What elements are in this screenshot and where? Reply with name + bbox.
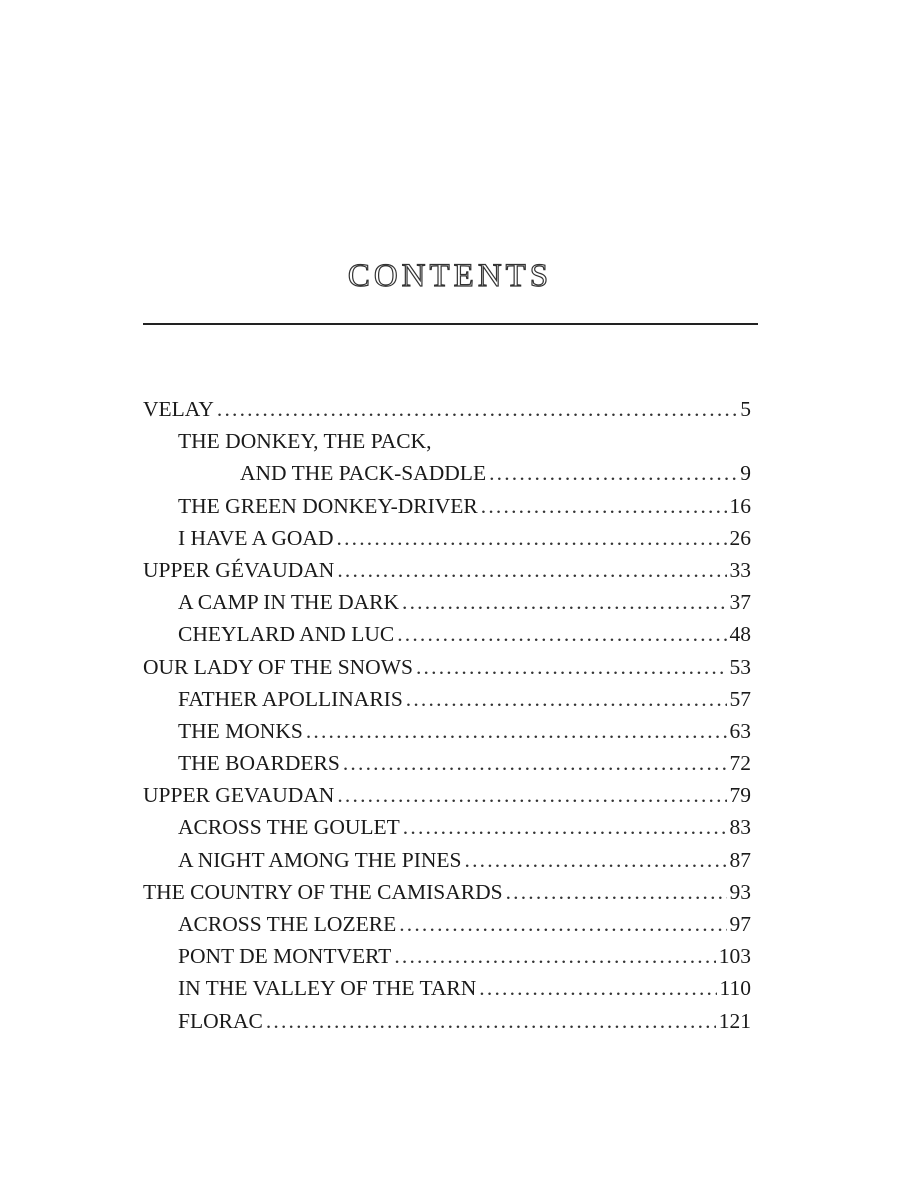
- toc-entry: [143, 940, 751, 972]
- dot-leader: [343, 747, 727, 779]
- toc-entry-page-number: 87: [729, 847, 751, 872]
- dot-leader: [306, 715, 727, 747]
- toc-entry: [143, 393, 751, 425]
- dot-leader: [266, 1005, 716, 1037]
- toc-entry-page-number: 103: [718, 944, 751, 969]
- toc-entry-title: THE COUNTRY OF THE CAMISARDS: [143, 879, 503, 904]
- toc-entry: [143, 972, 751, 1004]
- toc-entry-title: UPPER GEVAUDAN: [143, 783, 335, 808]
- toc-entry: [143, 747, 751, 779]
- toc-entry: [143, 490, 751, 522]
- toc-entry: [143, 1005, 751, 1037]
- dot-leader: [337, 779, 726, 811]
- toc-entry-title: THE DONKEY, THE PACK,: [178, 429, 432, 454]
- dot-leader: [465, 844, 727, 876]
- toc-entry-page-number: 121: [718, 1008, 751, 1033]
- dot-leader: [397, 618, 726, 650]
- toc-entry-title: IN THE VALLEY OF THE TARN: [178, 976, 477, 1001]
- toc-entry-page-number: 63: [729, 718, 751, 743]
- toc-entry-title: UPPER GÉVAUDAN: [143, 557, 335, 582]
- toc-entry-page-number: 26: [729, 525, 751, 550]
- toc-entry-title: THE BOARDERS: [178, 751, 340, 776]
- toc-entry-page-number: 37: [729, 590, 751, 615]
- dot-leader: [489, 457, 737, 489]
- toc-entry-page-number: 79: [729, 783, 751, 808]
- toc-entry: [143, 811, 751, 843]
- page-title: CONTENTS: [347, 258, 553, 294]
- toc-entry-title: OUR LADY OF THE SNOWS: [143, 654, 413, 679]
- toc-entry-page-number: 48: [729, 622, 751, 647]
- title-divider: [143, 323, 758, 325]
- toc-entry-page-number: 72: [729, 751, 751, 776]
- toc-entry: [143, 908, 751, 940]
- dot-leader: [337, 522, 727, 554]
- toc-entry-page-number: 57: [729, 686, 751, 711]
- toc-entry-page-number: 97: [729, 912, 751, 936]
- dot-leader: [402, 586, 727, 618]
- toc-entry-title: ACROSS THE LOZERE: [178, 912, 397, 936]
- toc-entry-title: CHEYLARD AND LUC: [178, 622, 395, 647]
- toc-entry-title: THE MONKS: [178, 718, 303, 743]
- toc-entry-title: A NIGHT AMONG THE PINES: [178, 847, 462, 872]
- toc-entry: [143, 586, 751, 618]
- dot-leader: [416, 651, 727, 683]
- toc-entry-title: A CAMP IN THE DARK: [178, 590, 399, 615]
- dot-leader: [399, 908, 726, 940]
- toc-entry-page-number: 5: [740, 397, 751, 421]
- toc-entry: [143, 618, 751, 650]
- toc-entry-page-number: 53: [729, 654, 751, 679]
- toc-entry: [143, 457, 751, 489]
- toc-entry-title: FATHER APOLLINARIS: [178, 686, 403, 711]
- toc-entry-page-number: 83: [729, 815, 751, 840]
- toc-entry-page-number: 16: [729, 493, 751, 518]
- toc-entry-page-number: 9: [740, 461, 751, 486]
- toc-entry-title: THE GREEN DONKEY-DRIVER: [178, 493, 478, 518]
- dot-leader: [337, 554, 726, 586]
- toc-entry-title: ACROSS THE GOULET: [178, 815, 400, 840]
- dot-leader: [506, 876, 727, 908]
- dot-leader: [394, 940, 715, 972]
- dot-leader: [406, 683, 727, 715]
- toc-entry-page-number: 33: [729, 557, 751, 582]
- toc-entry: [143, 844, 751, 876]
- toc-entry-title: FLORAC: [178, 1008, 263, 1033]
- toc-entry-page-number: 110: [719, 976, 751, 1001]
- toc-entry: [143, 715, 751, 747]
- toc-entry: [143, 683, 751, 715]
- toc-entry-title: VELAY: [143, 397, 214, 421]
- dot-leader: [217, 393, 737, 425]
- toc-entry: [143, 425, 751, 457]
- toc-entry-page-number: 93: [729, 879, 751, 904]
- toc-entry: [143, 779, 751, 811]
- toc-entry-title: I HAVE A GOAD: [178, 525, 334, 550]
- toc-entry: [143, 522, 751, 554]
- toc-entry-title: AND THE PACK-SADDLE: [240, 461, 487, 486]
- table-of-contents: [143, 393, 751, 1037]
- toc-entry: [143, 554, 751, 586]
- dot-leader: [479, 972, 716, 1004]
- toc-entry-title: PONT DE MONTVERT: [178, 944, 392, 969]
- dot-leader: [403, 811, 727, 843]
- dot-leader: [481, 490, 727, 522]
- toc-entry: [143, 651, 751, 683]
- toc-entry: [143, 876, 751, 908]
